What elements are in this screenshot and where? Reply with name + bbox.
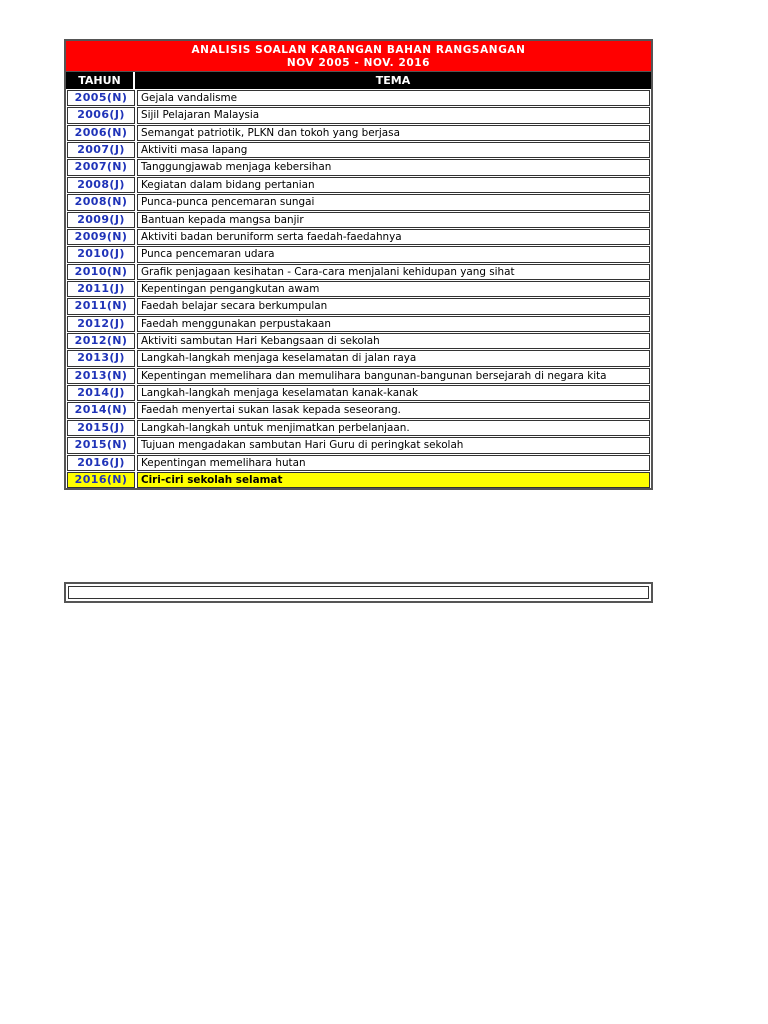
year-cell: 2011(J) (67, 281, 135, 297)
table-row (66, 471, 651, 488)
year-cell: 2006(J) (67, 107, 135, 123)
table-row (66, 245, 651, 262)
table-row (66, 141, 651, 158)
theme-cell: Punca pencemaran udara (137, 246, 650, 262)
table-row (66, 263, 651, 280)
table-row (66, 315, 651, 332)
theme-cell: Aktiviti masa lapang (137, 142, 650, 158)
year-cell: 2013(J) (67, 350, 135, 366)
year-cell: 2014(N) (67, 402, 135, 418)
theme-cell: Langkah-langkah untuk menjimatkan perbelanjaan. (137, 420, 650, 436)
year-cell: 2009(J) (67, 212, 135, 228)
year-cell: 2007(N) (67, 159, 135, 175)
header-year: TAHUN (66, 72, 135, 89)
theme-cell: Aktiviti badan beruniform serta faedah-faedahnya (137, 229, 650, 245)
theme-cell: Faedah menyertai sukan lasak kepada seseorang. (137, 402, 650, 418)
table-row (66, 280, 651, 297)
table-row (66, 211, 651, 228)
table-row (66, 176, 651, 193)
theme-cell: Langkah-langkah menjaga keselamatan kanak-kanak (137, 385, 650, 401)
year-cell: 2014(J) (67, 385, 135, 401)
year-cell: 2008(J) (67, 177, 135, 193)
table-row (66, 401, 651, 418)
table-row (66, 332, 651, 349)
theme-cell: Bantuan kepada mangsa banjir (137, 212, 650, 228)
analysis-table (64, 39, 653, 490)
table-title (66, 41, 651, 72)
table-row (66, 436, 651, 453)
table-header-row (66, 72, 651, 89)
table-row (66, 367, 651, 384)
table-body (66, 89, 651, 488)
year-cell: 2012(J) (67, 316, 135, 332)
year-cell: 2007(J) (67, 142, 135, 158)
theme-cell: Tujuan mengadakan sambutan Hari Guru di peringkat sekolah (137, 437, 650, 453)
year-cell: 2012(N) (67, 333, 135, 349)
theme-cell: Grafik penjagaan kesihatan - Cara-cara menjalani kehidupan yang sihat (137, 264, 650, 280)
table-row (66, 297, 651, 314)
year-cell: 2008(N) (67, 194, 135, 210)
theme-cell: Gejala vandalisme (137, 90, 650, 106)
table-title-line2: NOV 2005 - NOV. 2016 (286, 57, 431, 69)
table-row (66, 89, 651, 106)
table-row (66, 419, 651, 436)
year-cell: 2016(J) (67, 455, 135, 471)
theme-cell: Kepentingan memelihara hutan (137, 455, 650, 471)
year-cell: 2009(N) (67, 229, 135, 245)
theme-cell: Faedah menggunakan perpustakaan (137, 316, 650, 332)
theme-cell: Kepentingan memelihara dan memulihara bangunan-bangunan bersejarah di negara kita (137, 368, 650, 384)
year-cell: 2005(N) (67, 90, 135, 106)
table-row (66, 158, 651, 175)
table-title-line1: ANALISIS SOALAN KARANGAN BAHAN RANGSANGAN (191, 44, 526, 56)
theme-cell: Semangat patriotik, PLKN dan tokoh yang berjasa (137, 125, 650, 141)
theme-cell: Ciri-ciri sekolah selamat (137, 472, 650, 488)
year-cell: 2016(N) (67, 472, 135, 488)
year-cell: 2013(N) (67, 368, 135, 384)
theme-cell: Sijil Pelajaran Malaysia (137, 107, 650, 123)
table-row (66, 454, 651, 471)
year-cell: 2006(N) (67, 125, 135, 141)
theme-cell: Langkah-langkah menjaga keselamatan di jalan raya (137, 350, 650, 366)
table-row (66, 349, 651, 366)
year-cell: 2015(N) (67, 437, 135, 453)
theme-cell: Kepentingan pengangkutan awam (137, 281, 650, 297)
year-cell: 2015(J) (67, 420, 135, 436)
year-cell: 2011(N) (67, 298, 135, 314)
theme-cell: Punca-punca pencemaran sungai (137, 194, 650, 210)
empty-table-cell (68, 586, 649, 599)
empty-table-box (64, 582, 653, 603)
theme-cell: Kegiatan dalam bidang pertanian (137, 177, 650, 193)
theme-cell: Faedah belajar secara berkumpulan (137, 298, 650, 314)
table-row (66, 124, 651, 141)
year-cell: 2010(J) (67, 246, 135, 262)
theme-cell: Tanggungjawab menjaga kebersihan (137, 159, 650, 175)
theme-cell: Aktiviti sambutan Hari Kebangsaan di sekolah (137, 333, 650, 349)
year-cell: 2010(N) (67, 264, 135, 280)
table-row (66, 193, 651, 210)
table-row (66, 384, 651, 401)
header-theme: TEMA (375, 74, 411, 87)
table-row (66, 106, 651, 123)
table-row (66, 228, 651, 245)
